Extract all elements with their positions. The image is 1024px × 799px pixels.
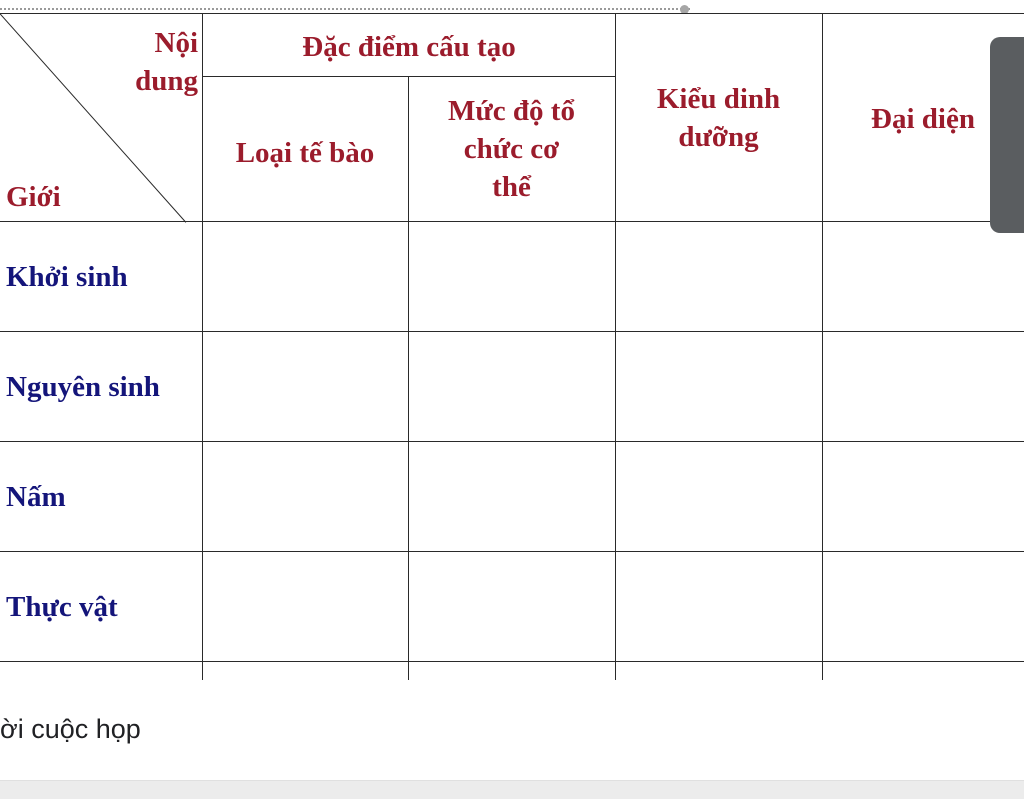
column-header-line: Đại diện — [871, 103, 975, 135]
column-header-organization-level — [408, 92, 615, 206]
footer-caption: ời cuộc họp — [0, 714, 141, 744]
row-divider — [0, 441, 1024, 442]
corner-label-top — [120, 24, 198, 100]
row-label-nguyen-sinh: Nguyên sinh — [6, 371, 160, 403]
header-divider — [0, 221, 1024, 222]
column-header-line: Loại tế bào — [235, 137, 375, 169]
meeting-footer — [0, 680, 1024, 781]
column-header-line: Mức độ tổ — [448, 95, 575, 127]
group-header-divider — [202, 76, 616, 77]
column-divider — [202, 13, 203, 680]
corner-label-line: dung — [135, 65, 198, 97]
column-header-line: chức cơ — [463, 133, 560, 165]
bottom-strip — [0, 781, 1024, 799]
row-label-nam: Nấm — [6, 481, 66, 513]
row-label-khoi-sinh: Khởi sinh — [6, 261, 128, 293]
row-label-thuc-vat: Thực vật — [6, 591, 118, 623]
column-header-cell-type — [202, 134, 408, 172]
selection-guide-line — [0, 8, 690, 10]
column-header-nutrition-type — [615, 80, 822, 156]
group-header-label: Đặc điểm cấu tạo — [302, 31, 516, 63]
column-header-line: dưỡng — [678, 121, 759, 153]
row-divider — [0, 331, 1024, 332]
table-border-top — [0, 13, 1024, 14]
corner-label-bottom: Giới — [6, 181, 61, 213]
column-header-line: thể — [492, 171, 531, 203]
row-divider — [0, 661, 1024, 662]
side-panel-handle[interactable] — [990, 37, 1024, 233]
corner-label-line: Nội — [154, 27, 198, 59]
row-divider — [0, 551, 1024, 552]
column-header-line: Kiểu dinh — [656, 83, 781, 115]
